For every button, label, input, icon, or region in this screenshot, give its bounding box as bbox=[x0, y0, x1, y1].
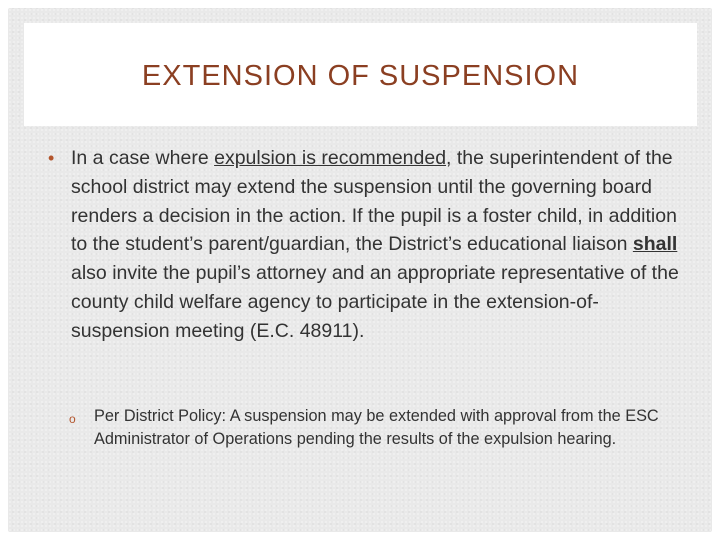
bullet-text-before: In a case where bbox=[71, 147, 215, 169]
bullet-text bbox=[71, 144, 688, 346]
bullet-text-middle: , the superintendent of the school district may extend the suspension until the governing board renders a decision in the action. If the pupil is a foster child, in addition to the student’s parent/guardian, the District’s educational liaison bbox=[71, 147, 677, 256]
slide-title: EXTENSION OF SUSPENSION bbox=[141, 60, 580, 92]
bullet-text-emphasis: shall bbox=[632, 233, 678, 256]
bullet-text-underlined: expulsion is recommended bbox=[214, 147, 447, 169]
sub-bullet-item bbox=[69, 405, 689, 452]
slide-content bbox=[8, 8, 712, 532]
bullet-marker-icon: • bbox=[48, 148, 55, 168]
sub-bullet-text: Per District Policy: A suspension may be extended with approval from the ESC Administrator of Operations pending the results of the expulsion hearing. bbox=[94, 407, 659, 449]
sub-bullet-marker-icon: o bbox=[69, 412, 76, 426]
bullet-text-after: also invite the pupil’s attorney and an appropriate representative of the county child welfare agency to participate in the extension-of-suspension meeting (E.C. 48911). bbox=[71, 262, 679, 342]
slide bbox=[8, 8, 712, 532]
bullet-item bbox=[48, 144, 688, 346]
